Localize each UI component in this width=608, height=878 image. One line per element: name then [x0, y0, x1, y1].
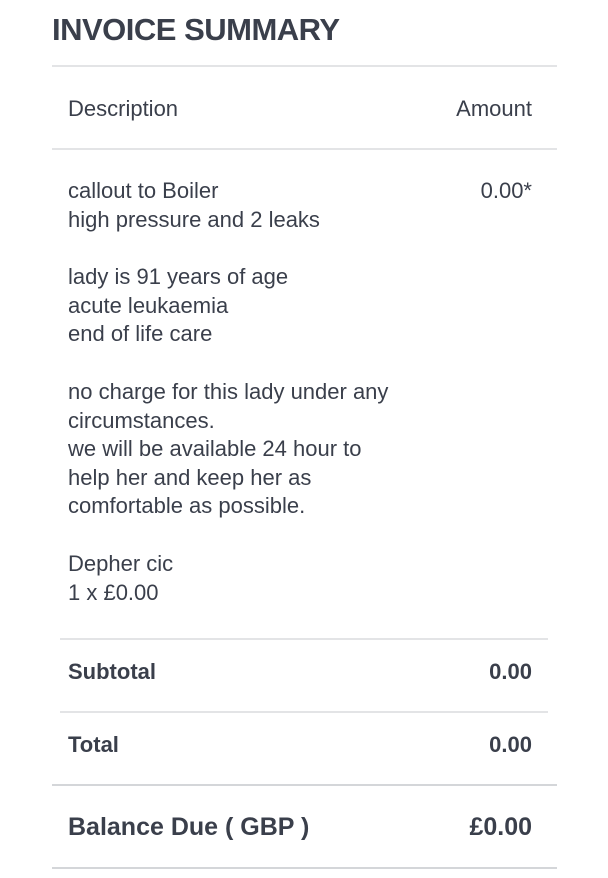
description-line: acute leukaemia — [68, 292, 229, 318]
subtotal-value: 0.00 — [489, 659, 532, 684]
amount-column-header: Amount — [456, 96, 532, 121]
divider — [52, 867, 557, 869]
description-line: we will be available 24 hour to — [68, 436, 362, 461]
page-title: INVOICE SUMMARY — [52, 12, 340, 47]
description-line: Depher cic — [68, 551, 174, 576]
divider — [52, 148, 557, 150]
description-line: comfortable as possible. — [68, 493, 306, 518]
description-line: high pressure and 2 leaks — [68, 206, 320, 232]
subtotal-label: Subtotal — [68, 659, 156, 684]
divider — [52, 65, 557, 67]
divider — [60, 638, 548, 640]
description-line: no charge for this lady under any — [68, 379, 389, 404]
description-line: callout to Boiler — [68, 178, 219, 203]
divider — [52, 784, 557, 786]
item-description-3 — [68, 378, 448, 521]
item-description-4 — [68, 550, 448, 607]
item-amount: 0.00* — [480, 178, 532, 203]
divider — [60, 711, 548, 713]
description-line: help her and keep her as — [68, 464, 312, 490]
total-label: Total — [68, 732, 119, 757]
description-line: 1 x £0.00 — [68, 579, 159, 605]
description-line: lady is 91 years of age — [68, 264, 289, 289]
balance-due-value: £0.00 — [469, 813, 532, 841]
description-line: circumstances. — [68, 407, 215, 433]
item-description-2 — [68, 263, 448, 349]
description-line: end of life care — [68, 321, 213, 346]
total-value: 0.00 — [489, 732, 532, 757]
description-column-header: Description — [68, 96, 179, 121]
item-description-1 — [68, 177, 448, 234]
balance-due-label: Balance Due ( GBP ) — [68, 813, 310, 841]
